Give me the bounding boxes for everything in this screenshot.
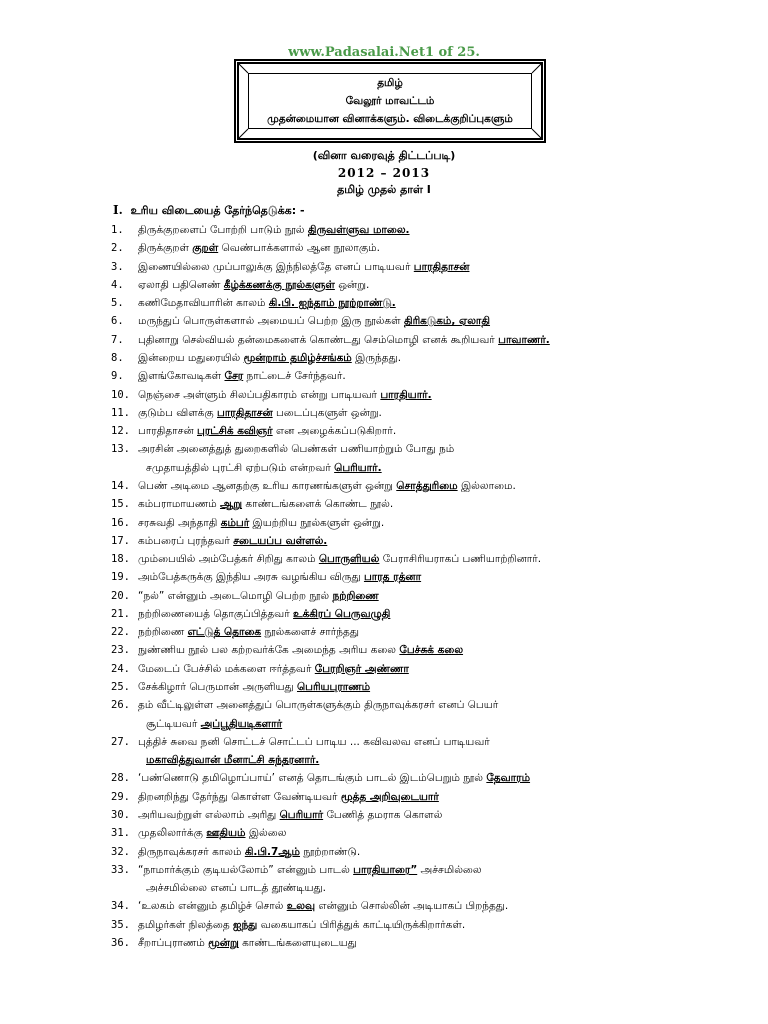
- item-line: [138, 480, 516, 492]
- item-number: 17.: [111, 534, 130, 547]
- item-line: [138, 791, 439, 803]
- question-text: ‘உலகம் என்னும் தமிழ்ச் சொல்: [138, 900, 287, 913]
- question-text: “நாமார்க்கும் குடியல்லோம்” என்னும் பாடல்: [138, 863, 354, 876]
- question-text: சரசுவதி அந்தாதி: [138, 516, 221, 529]
- item-continuation-line: [138, 715, 671, 733]
- item-number: 6.: [111, 315, 124, 328]
- item-line: [138, 809, 442, 821]
- frame-subject: தமிழ்: [377, 77, 403, 89]
- item-line: [138, 736, 490, 748]
- item-number: 26.: [111, 699, 130, 712]
- answer-text: சடையப்ப வள்ளல்.: [233, 534, 328, 547]
- list-item: [111, 587, 671, 605]
- question-text: நுண்ணிய நூல் பல கற்றவர்க்கே அமைந்த அரிய கலை: [138, 644, 400, 657]
- list-item: [111, 696, 671, 733]
- item-line: [138, 864, 482, 876]
- answer-text: அப்பூதியடிகளார்: [200, 717, 283, 730]
- question-text: சேக்கிழார் பெருமான் அருளியது: [138, 681, 297, 694]
- section-number: I.: [113, 203, 123, 217]
- item-line: [138, 644, 463, 656]
- question-text: புதினாறு செல்வியல் தன்மைகளைக் கொண்டது செம்மொழி எனக் கூறியவர்: [138, 333, 499, 346]
- question-text: இன்றைய மதுரையில்: [138, 351, 244, 364]
- question-text: திருக்குறளைப் போற்றி பாடும் நூல்: [138, 224, 308, 236]
- question-text: முதலிலார்க்கு: [138, 827, 207, 840]
- question-text: அம்பேத்கருக்கு இந்திய அரசு வழங்கிய விருது: [138, 571, 364, 584]
- question-text-after: வெண்பாக்களால் ஆன நூலாகும்.: [218, 242, 380, 255]
- question-text-after: நூற்றாண்டு.: [300, 845, 361, 858]
- question-answer-list: [111, 221, 671, 952]
- list-item: [111, 843, 671, 861]
- question-text: நற்றிணையைத் தொகுப்பித்தவர்: [138, 607, 294, 620]
- item-line: [138, 407, 382, 419]
- question-text: தமிழர்கள் நிலத்தை: [138, 918, 234, 931]
- question-text-after: காண்டங்களையுடையது: [238, 936, 357, 949]
- question-text: அரியவற்றுள் எல்லாம் அரிது: [138, 809, 280, 821]
- list-item: [111, 276, 671, 294]
- question-text-after: இல்லாமை.: [457, 479, 516, 492]
- answer-text: பாரதியார்.: [380, 388, 432, 401]
- item-continuation-line: [138, 751, 671, 769]
- item-line: [138, 315, 490, 327]
- item-number: 15.: [111, 498, 130, 511]
- item-number: 12.: [111, 425, 130, 438]
- list-item: [111, 861, 671, 898]
- frame-district: வேலூர் மாவட்டம்: [345, 95, 435, 107]
- question-text: இணையில்லை முப்பாலுக்கு இந்நிலத்தே எனப் பாடியவர்: [138, 260, 414, 273]
- title-frame: [237, 62, 543, 140]
- question-text-after: என்னும் சொல்லின் அடியாகப் பிறந்தது.: [315, 900, 509, 913]
- question-text: குடும்ப விளக்கு: [138, 406, 217, 419]
- answer-text: பொருளியல்: [318, 553, 380, 566]
- list-item: [111, 824, 671, 842]
- question-text-after: இல்லை: [245, 827, 287, 840]
- answer-text: பாவாணர்.: [498, 333, 550, 346]
- answer-text: கம்பர்: [220, 516, 250, 529]
- answer-text: பேரறிஞர் அண்ணா: [314, 662, 409, 675]
- item-number: 20.: [111, 589, 130, 602]
- frame-description: முதன்மையான வினாக்களும். விடைக்குறிப்புகளும்: [267, 113, 513, 125]
- item-line: [138, 279, 369, 291]
- question-text: சமுதாயத்தில் புரட்சி ஏற்படும் என்றவர்: [146, 461, 335, 474]
- answer-text: ஊதியம்: [206, 827, 246, 840]
- list-item: [111, 769, 671, 787]
- item-line: [138, 498, 393, 510]
- item-number: 32.: [111, 845, 130, 858]
- item-number: 28.: [111, 772, 130, 785]
- question-text-after: நாட்டைச் சேர்ந்தவர்.: [243, 370, 346, 383]
- item-line: [138, 370, 346, 382]
- item-line: [138, 937, 357, 949]
- answer-text: பெரியார்: [279, 809, 324, 821]
- item-line: [138, 389, 432, 401]
- question-text-after: அச்சமில்லை: [417, 863, 482, 876]
- question-text: மும்பையில் அம்பேத்கர் சிறிது காலம்: [138, 553, 319, 566]
- list-item: [111, 568, 671, 586]
- item-number: 7.: [111, 333, 124, 346]
- question-text: சூட்டியவர்: [146, 717, 201, 730]
- item-number: 27.: [111, 735, 130, 748]
- item-number: 35.: [111, 918, 130, 931]
- list-item: [111, 294, 671, 312]
- item-line: [138, 608, 390, 620]
- question-text: மேடைப் பேச்சில் மக்களை ஈர்த்தவர்: [138, 662, 315, 675]
- item-line: [138, 772, 530, 784]
- item-number: 10.: [111, 388, 130, 401]
- answer-text: எட்டுத் தொகை: [187, 626, 262, 639]
- answer-text: பாரதியாரை”: [353, 863, 418, 876]
- question-text-after: இயற்றிய நூல்களுள் ஒன்று.: [249, 516, 385, 529]
- answer-text: ஐந்து: [233, 918, 258, 931]
- site-link-header[interactable]: www.Padasalai.Net1 of 25.: [288, 45, 480, 60]
- answer-text: திருவள்ளுவ மாலை.: [307, 224, 410, 236]
- answer-text: மகாவித்துவான் மீனாட்சி சுந்தரனார்.: [146, 754, 320, 767]
- answer-text: குறள்: [192, 242, 219, 255]
- question-text: அரசின் அனைத்துத் துறைகளில் பெண்கள் பணியாற்றும் போது நம்: [138, 443, 455, 456]
- list-item: [111, 678, 671, 696]
- item-line: [138, 827, 286, 839]
- section-heading: [113, 203, 305, 219]
- item-number: 21.: [111, 607, 130, 620]
- question-text: நற்றிணை: [138, 626, 188, 639]
- list-item: [111, 623, 671, 641]
- answer-text: கி.பி. ஐந்தாம் நூற்றாண்டு.: [268, 297, 396, 310]
- item-number: 33.: [111, 863, 130, 876]
- list-item: [111, 916, 671, 934]
- list-item: [111, 258, 671, 276]
- item-number: 1.: [111, 224, 124, 236]
- question-text: திருநாவுக்கரசர் காலம்: [138, 845, 245, 858]
- item-line: [138, 626, 359, 638]
- answer-text: நற்றிணை: [332, 589, 379, 602]
- list-item: [111, 934, 671, 952]
- list-item: [111, 312, 671, 330]
- frame-text: [251, 74, 529, 128]
- list-item: [111, 641, 671, 659]
- item-number: 19.: [111, 571, 130, 584]
- academic-year: 2012 – 2013: [337, 166, 431, 180]
- list-item: [111, 514, 671, 532]
- item-number: 14.: [111, 479, 130, 492]
- paper-title: தமிழ் முதல் தாள் I: [337, 183, 431, 196]
- item-number: 36.: [111, 936, 130, 949]
- item-number: 2.: [111, 242, 124, 255]
- list-item: [111, 495, 671, 513]
- item-number: 29.: [111, 790, 130, 803]
- item-line: [138, 571, 421, 583]
- list-item: [111, 367, 671, 385]
- list-item: [111, 477, 671, 495]
- question-text: சீறாப்புராணம்: [138, 936, 209, 949]
- list-item: [111, 605, 671, 623]
- item-line: [138, 443, 454, 455]
- item-number: 34.: [111, 900, 130, 913]
- question-text-after: வகையாகப் பிரித்துக் காட்டியிருக்கிறார்கள்.: [257, 918, 466, 931]
- item-number: 25.: [111, 681, 130, 694]
- item-line: [138, 900, 508, 912]
- item-number: 5.: [111, 297, 124, 310]
- item-number: 23.: [111, 644, 130, 657]
- question-text: திருக்குறள்: [138, 242, 193, 255]
- list-item: [111, 386, 671, 404]
- item-line: [138, 242, 380, 254]
- question-text: மருந்துப் பொருள்களால் அமையப் பெற்ற இரு நூல்கள்: [138, 315, 404, 328]
- item-number: 31.: [111, 827, 130, 840]
- list-item: [111, 422, 671, 440]
- section-title-text: உரிய விடையைத் தேர்ந்தெடுக்க: -: [130, 204, 305, 217]
- item-number: 24.: [111, 662, 130, 675]
- answer-text: கி.பி.7ஆம்: [244, 845, 301, 858]
- question-text: பாரதிதாசன்: [138, 425, 197, 438]
- list-item: [111, 897, 671, 915]
- answer-text: புரட்சிக் கவிஞர்: [197, 425, 273, 438]
- list-item: [111, 404, 671, 422]
- question-text: புத்திச் சுவை நனி சொட்டச் சொட்டப் பாடிய ... கவிவலவ எனப் பாடியவர்: [138, 735, 490, 748]
- answer-text: பேச்சுக் கலை: [399, 644, 464, 657]
- answer-text: பெரியபுராணம்: [296, 681, 371, 694]
- question-text: கம்பரைப் புரந்தவர்: [138, 534, 234, 547]
- item-line: [138, 590, 379, 602]
- item-number: 4.: [111, 278, 124, 291]
- item-line: [138, 334, 550, 346]
- answer-text: மூன்று: [208, 936, 239, 949]
- item-line: [138, 224, 410, 236]
- answer-text: தேவாரம்: [486, 772, 531, 785]
- list-item: [111, 806, 671, 824]
- item-line: [138, 919, 465, 931]
- item-number: 22.: [111, 626, 130, 639]
- question-text: நெஞ்சை அள்ளும் சிலப்பதிகாரம் என்று பாடியவர்: [138, 388, 381, 401]
- question-text: கணிமேதாவியாரின் காலம்: [138, 297, 269, 310]
- question-text-after: ஒன்று.: [334, 278, 370, 291]
- answer-text: பாரதிதாசன்: [413, 260, 470, 273]
- question-text-after: என அழைக்கப்படுகிறார்.: [272, 425, 397, 438]
- answer-text: சொத்துரிமை: [396, 479, 458, 492]
- question-text: திறனறிந்து தேர்ந்து கொள்ள வேண்டியவர்: [138, 790, 341, 803]
- list-item: [111, 331, 671, 349]
- list-item: [111, 221, 671, 239]
- list-item: [111, 440, 671, 477]
- question-text: “நல்” என்னும் அடைமொழி பெற்ற நூல்: [138, 589, 333, 602]
- list-item: [111, 733, 671, 770]
- item-number: 16.: [111, 516, 130, 529]
- question-text: கம்பராமாயணம்: [138, 498, 220, 511]
- item-number: 11.: [111, 406, 130, 419]
- question-text: ‘பண்ணொடு தமிழொப்பாய்’ எனத் தொடங்கும் பாடல் இடம்பெறும் நூல்: [138, 772, 487, 785]
- answer-text: பெரியார்.: [334, 461, 382, 474]
- answer-text: பாரதிதாசன்: [217, 406, 273, 419]
- item-line: [138, 681, 370, 693]
- question-text: அச்சமில்லை எனப் பாடத் தூண்டியது.: [146, 882, 326, 895]
- item-line: [138, 517, 384, 529]
- answer-text: மூன்றாம் தமிழ்ச்சங்கம்: [243, 351, 352, 364]
- item-number: 30.: [111, 809, 130, 821]
- item-number: 8.: [111, 351, 124, 364]
- item-number: 18.: [111, 553, 130, 566]
- item-line: [138, 699, 498, 711]
- item-line: [138, 352, 401, 364]
- item-number: 9.: [111, 370, 124, 383]
- list-item: [111, 788, 671, 806]
- item-line: [138, 535, 327, 547]
- answer-text: சேர: [224, 370, 244, 383]
- item-line: [138, 261, 469, 273]
- answer-text: பாரத ரத்னா: [363, 571, 422, 584]
- answer-text: உக்கிரப் பெருவழுதி: [293, 607, 391, 620]
- question-text: ஏலாதி பதினெண்: [138, 278, 224, 291]
- answer-text: உலவு: [286, 900, 316, 913]
- list-item: [111, 532, 671, 550]
- item-number: 3.: [111, 260, 124, 273]
- item-continuation-line: [138, 459, 671, 477]
- question-text-after: நூல்களைச் சார்ந்தது: [261, 626, 359, 639]
- list-item: [111, 660, 671, 678]
- list-item: [111, 239, 671, 257]
- list-item: [111, 550, 671, 568]
- answer-text: திரிகடுகம், ஏலாதி: [403, 315, 491, 328]
- item-line: [138, 663, 409, 675]
- question-text-after: இருந்தது.: [351, 351, 402, 364]
- item-continuation-line: [138, 879, 671, 897]
- item-line: [138, 846, 360, 858]
- item-number: 13.: [111, 443, 130, 456]
- question-text-after: காண்டங்களைக் கொண்ட நூல்.: [242, 498, 394, 511]
- question-text-after: படைப்புகளுள் ஒன்று.: [272, 406, 382, 419]
- answer-text: கீழ்க்கணக்கு நூல்களுள்: [223, 278, 335, 291]
- syllabus-note: (வினா வரைவுத் திட்டப்படி): [312, 149, 456, 162]
- question-text: இளங்கோவடிகள்: [138, 370, 225, 383]
- question-text-after: பேணித் தமராக கொளல்: [323, 809, 443, 821]
- question-text: தம் வீட்டிலுள்ள அனைத்துப் பொருள்களுக்கும் திருநாவுக்கரசர் எனப் பெயர்: [138, 699, 499, 712]
- question-text-after: பேராசிரியராகப் பணியாற்றினார்.: [379, 553, 542, 566]
- item-line: [138, 297, 396, 309]
- item-line: [138, 425, 396, 437]
- answer-text: மூத்த அறிவுடையார்: [340, 790, 439, 803]
- answer-text: ஆறு: [219, 498, 243, 511]
- list-item: [111, 349, 671, 367]
- question-text: பெண் அடிமை ஆனதற்கு உரிய காரணங்களுள் ஒன்று: [138, 479, 397, 492]
- item-line: [138, 553, 541, 565]
